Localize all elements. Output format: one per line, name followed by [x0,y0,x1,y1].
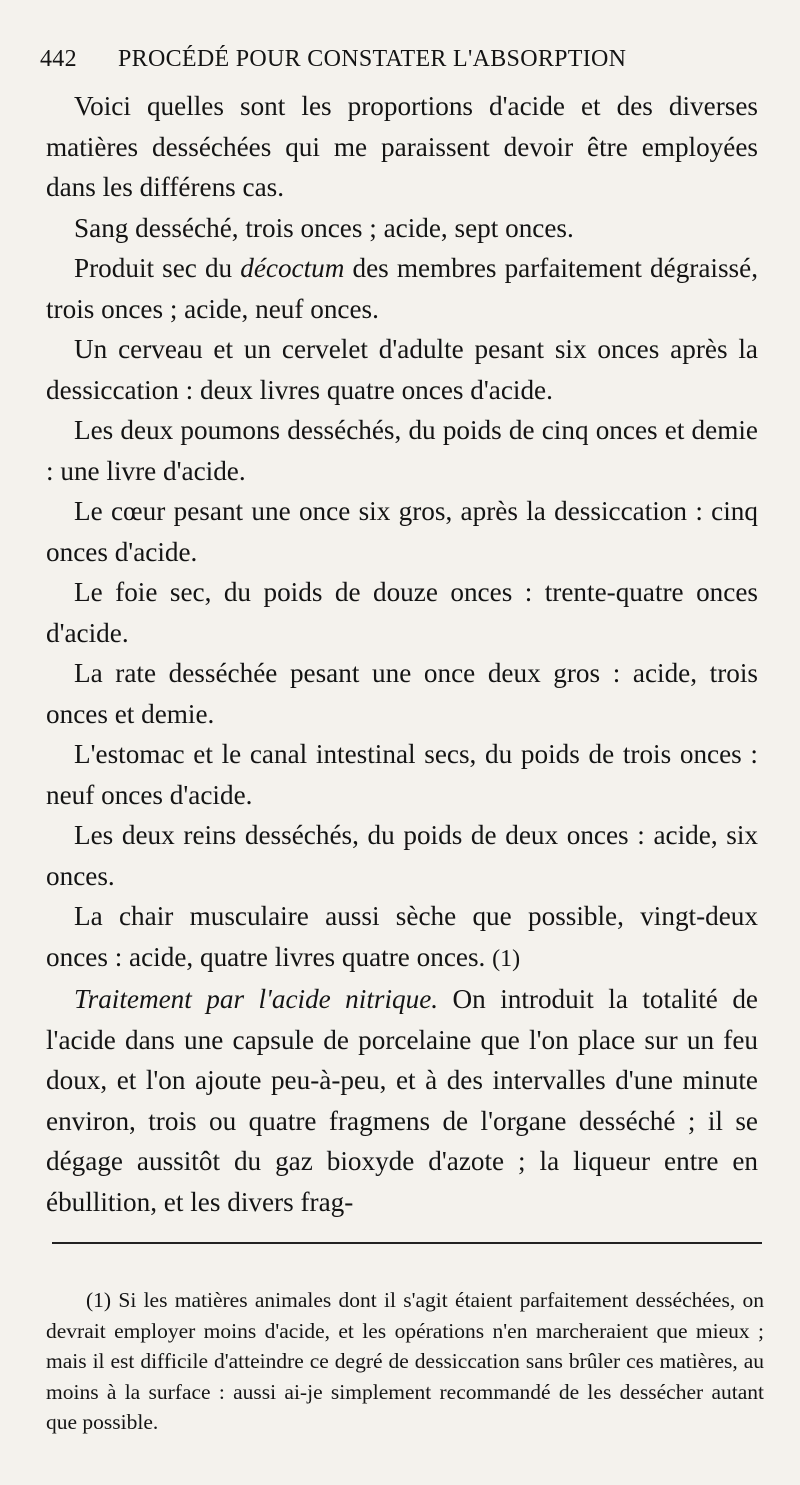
paragraph-poumons: Les deux poumons desséchés, du poids de cinq onces et demie : une livre d'acide. [46,415,758,486]
footnote-text: Si les matières animales dont il s'agit étaient parfaitement desséchées, on devrait employer moins d'acide, et les opérations n'en marcheraient que mieux ; mais il est difficile d'atteindre ce degré de dessiccation sans brûler ces matières, au moins à la surface : aussi ai-je simplement recommandé de les dessécher autant que possible. [46,1288,764,1434]
decoctum-rest: des membres parfaitement dégraissé, trois onces ; acide, neuf onces. [46,253,758,324]
paragraph-estomac: L'estomac et le canal intestinal secs, du poids de trois onces : neuf onces d'acide. [46,739,758,810]
paragraph-coeur: Le cœur pesant une once six gros, après la dessiccation : cinq onces d'acide. [46,496,758,567]
paragraph-chair [46,896,758,979]
footnote-reference: (1) [492,945,521,972]
paragraph-decoctum [46,248,758,329]
page-number: 442 [40,46,77,72]
footnote [46,1285,764,1438]
footnote-marker: (1) [86,1288,112,1312]
decoctum-term: décoctum [240,253,345,283]
paragraph-rate: La rate desséchée pesant une once deux gros : acide, trois onces et demie. [46,658,758,729]
running-title: PROCÉDÉ POUR CONSTATER L'ABSORPTION [118,46,627,72]
paragraph-proportions: Voici quelles sont les proportions d'acide et des diverses matières desséchées qui me paraissent devoir être employées dans les différens cas. [46,91,758,202]
traitement-text: On introduit la totalité de l'acide dans une capsule de porcelaine que l'on place sur un feu doux, et l'on ajoute peu-à-peu, et à des intervalles d'une minute environ, trois ou quatre fragmens de l'organe desséché ; il se dégage aussitôt du gaz bioxyde d'azote ; la liqueur entre en ébullition, et les divers frag- [46,984,758,1217]
decoctum-lead: Produit sec du [74,253,241,283]
running-head [40,46,760,73]
traitement-heading: Traitement par l'acide nitrique. [74,984,439,1014]
paragraph-cerveau: Un cerveau et un cervelet d'adulte pesant six onces après la dessiccation : deux livres quatre onces d'acide. [46,334,758,405]
body-text [46,86,758,1222]
paragraph-sang: Sang desséché, trois onces ; acide, sept onces. [74,212,574,243]
paragraph-reins: Les deux reins desséchés, du poids de deux onces : acide, six onces. [46,820,758,891]
paragraph-traitement [46,979,758,1222]
footnote-rule [52,1242,762,1244]
paragraph-foie: Le foie sec, du poids de douze onces : trente-quatre onces d'acide. [46,577,758,648]
chair-text: La chair musculaire aussi sèche que possible, vingt-deux onces : acide, quatre livres quatre onces. [46,901,758,972]
